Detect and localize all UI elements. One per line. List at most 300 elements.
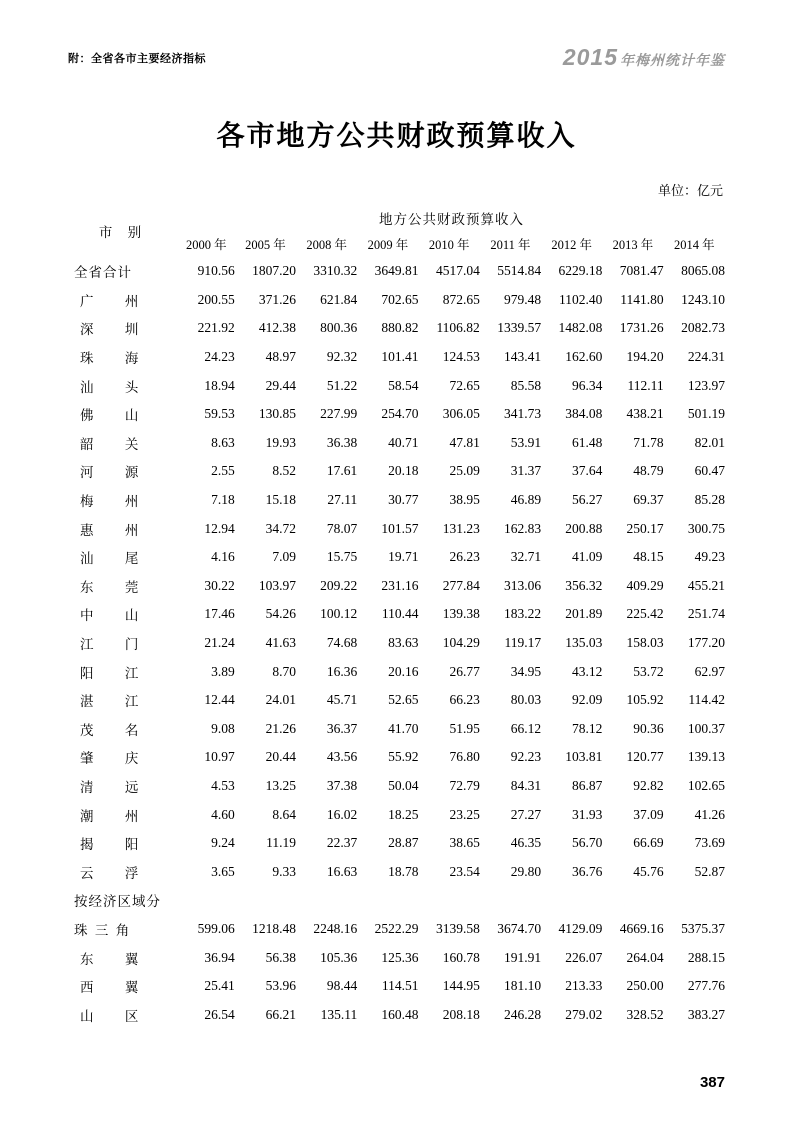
cell-value: 72.65 — [449, 377, 480, 393]
row-label-text: 中 山 — [80, 608, 153, 624]
table-row — [68, 600, 725, 629]
statistics-table — [68, 205, 725, 1029]
cell-value: 92.32 — [326, 349, 358, 365]
row-label-text: 茂 名 — [80, 722, 153, 738]
row-label-text: 湛 江 — [80, 694, 153, 710]
cell-value: 18.25 — [388, 806, 419, 822]
cell-value: 2.55 — [211, 463, 235, 479]
cell-value: 101.57 — [381, 520, 419, 536]
row-label — [68, 429, 178, 458]
cell-value: 22.37 — [326, 835, 358, 851]
cell-value: 32.71 — [510, 549, 542, 565]
row-label — [68, 257, 178, 286]
cell-value: 4.53 — [211, 777, 235, 793]
page — [0, 44, 793, 1121]
row-label-text: 按经济区域分 — [74, 894, 161, 910]
table-row — [68, 429, 725, 458]
cell-value: 251.74 — [687, 606, 725, 622]
row-label — [68, 543, 178, 572]
table-row — [68, 457, 725, 486]
cell-value: 226.07 — [565, 949, 603, 965]
cell-value: 56.70 — [571, 835, 603, 851]
cell-value: 48.79 — [633, 463, 664, 479]
cell-value: 80.03 — [510, 692, 542, 708]
table-row — [68, 686, 725, 715]
cell-value: 24.01 — [265, 692, 297, 708]
row-label — [68, 371, 178, 400]
row-label — [68, 857, 178, 886]
cell-value: 119.17 — [504, 635, 542, 651]
cell-value: 56.38 — [265, 949, 297, 965]
cell-value — [178, 886, 235, 915]
cell-value: 41.63 — [265, 635, 297, 651]
row-label — [68, 686, 178, 715]
cell-value: 23.54 — [449, 863, 480, 879]
cell-value: 158.03 — [626, 635, 664, 651]
cell-value: 46.89 — [510, 492, 542, 508]
cell-value: 3.89 — [211, 663, 235, 679]
row-label-text: 潮 州 — [80, 808, 153, 824]
table-row — [68, 1000, 725, 1029]
table-row — [68, 314, 725, 343]
cell-value: 130.85 — [258, 406, 297, 422]
cell-value: 38.65 — [449, 835, 480, 851]
row-label-text: 江 门 — [80, 637, 153, 653]
cell-value: 300.75 — [687, 520, 725, 536]
cell-value: 92.23 — [510, 749, 542, 765]
cell-value: 383.27 — [687, 1006, 725, 1022]
cell-value: 183.22 — [503, 606, 542, 622]
cell-value: 246.28 — [503, 1006, 542, 1022]
cell-value: 1141.80 — [620, 291, 664, 307]
cell-value: 8.64 — [272, 806, 297, 822]
cell-value: 13.25 — [265, 777, 297, 793]
cell-value — [296, 886, 357, 915]
cell-value: 69.37 — [633, 492, 664, 508]
cell-value: 254.70 — [381, 406, 419, 422]
cell-value: 92.82 — [633, 777, 664, 793]
cell-value: 17.61 — [326, 463, 358, 479]
cell-value: 9.08 — [211, 720, 235, 736]
cell-value: 60.47 — [694, 463, 725, 479]
row-label-text: 东 莞 — [80, 579, 153, 595]
cell-value: 599.06 — [197, 920, 235, 936]
cell-value: 12.44 — [204, 692, 235, 708]
cell-value: 177.20 — [687, 635, 725, 651]
cell-value: 120.77 — [626, 749, 664, 765]
table-row — [68, 514, 725, 543]
cell-value — [357, 886, 418, 915]
cell-value: 1243.10 — [681, 291, 725, 307]
cell-value: 46.35 — [510, 835, 542, 851]
cell-value: 221.92 — [197, 320, 235, 336]
cell-value: 24.23 — [204, 349, 235, 365]
cell-value: 1731.26 — [619, 320, 664, 336]
cell-value: 384.08 — [565, 406, 603, 422]
cell-value: 8.70 — [272, 663, 297, 679]
cell-value: 36.76 — [571, 863, 603, 879]
row-label-text: 肇 庆 — [80, 751, 153, 767]
cell-value: 21.26 — [265, 720, 297, 736]
cell-value: 1218.48 — [252, 920, 297, 936]
column-header-year-2014: 2014 年 — [673, 238, 715, 252]
row-label-text: 阳 江 — [80, 665, 153, 681]
table-row — [68, 657, 725, 686]
row-label — [68, 972, 178, 1001]
cell-value: 455.21 — [687, 577, 725, 593]
page-title: 各市地方公共财政预算收入 — [216, 121, 577, 152]
row-label — [68, 915, 178, 944]
row-label — [68, 457, 178, 486]
row-label — [68, 743, 178, 772]
cell-value: 36.94 — [204, 949, 235, 965]
cell-value: 26.77 — [449, 663, 480, 679]
cell-value: 86.87 — [571, 777, 603, 793]
cell-value: 341.73 — [503, 406, 542, 422]
cell-value: 213.33 — [565, 978, 603, 994]
cell-value: 74.68 — [326, 635, 358, 651]
cell-value: 43.56 — [326, 749, 358, 765]
cell-value: 9.33 — [272, 863, 297, 879]
header-yearbook-logo — [563, 44, 725, 71]
cell-value: 103.97 — [258, 577, 297, 593]
cell-value: 313.06 — [503, 577, 542, 593]
cell-value: 19.93 — [265, 434, 297, 450]
cell-value: 47.81 — [449, 434, 480, 450]
cell-value: 1106.82 — [436, 320, 480, 336]
cell-value: 4669.16 — [619, 920, 664, 936]
cell-value: 27.27 — [510, 806, 542, 822]
header-book-title: 年梅州统计年鉴 — [620, 54, 725, 69]
cell-value: 36.38 — [326, 434, 358, 450]
cell-value: 37.64 — [571, 463, 603, 479]
cell-value: 4.16 — [211, 549, 235, 565]
column-header-year-2011: 2011 年 — [490, 238, 531, 252]
cell-value: 90.36 — [633, 720, 664, 736]
cell-value: 15.18 — [265, 492, 297, 508]
cell-value: 20.44 — [265, 749, 297, 765]
cell-value: 61.48 — [571, 434, 603, 450]
cell-value: 49.23 — [694, 549, 725, 565]
table-head — [68, 205, 725, 257]
cell-value: 139.38 — [442, 606, 480, 622]
cell-value: 702.65 — [381, 291, 419, 307]
cell-value: 224.31 — [687, 349, 725, 365]
row-label-text: 清 远 — [80, 779, 153, 795]
cell-value: 53.72 — [633, 663, 664, 679]
row-label-text: 揭 阳 — [80, 837, 153, 853]
cell-value: 100.12 — [320, 606, 358, 622]
cell-value: 20.16 — [388, 663, 419, 679]
cell-value: 15.75 — [326, 549, 358, 565]
cell-value: 38.95 — [449, 492, 480, 508]
cell-value: 3310.32 — [313, 263, 358, 279]
cell-value: 279.02 — [565, 1006, 603, 1022]
row-label — [68, 943, 178, 972]
cell-value: 872.65 — [442, 291, 480, 307]
cell-value: 5514.84 — [497, 263, 542, 279]
cell-value: 40.71 — [388, 434, 419, 450]
cell-value: 209.22 — [320, 577, 358, 593]
cell-value: 78.07 — [326, 520, 358, 536]
row-label — [68, 1000, 178, 1029]
cell-value: 2248.16 — [313, 920, 358, 936]
cell-value: 1482.08 — [558, 320, 603, 336]
cell-value: 84.31 — [510, 777, 542, 793]
cell-value: 11.19 — [266, 835, 297, 851]
cell-value: 26.23 — [449, 549, 480, 565]
row-label — [68, 286, 178, 315]
cell-value: 10.97 — [204, 749, 235, 765]
cell-value: 277.84 — [442, 577, 480, 593]
cell-value: 37.38 — [326, 777, 358, 793]
cell-value: 880.82 — [381, 320, 419, 336]
cell-value: 114.42 — [688, 692, 725, 708]
column-header-category: 市 别 — [98, 225, 148, 240]
cell-value: 288.15 — [687, 949, 725, 965]
row-label-text: 东 翼 — [80, 951, 153, 967]
cell-value: 105.36 — [320, 949, 358, 965]
row-label — [68, 800, 178, 829]
cell-value: 66.21 — [265, 1006, 297, 1022]
cell-value: 23.25 — [449, 806, 480, 822]
row-label-text: 广 州 — [80, 293, 153, 309]
cell-value: 83.63 — [388, 635, 419, 651]
cell-value: 16.02 — [326, 806, 358, 822]
cell-value: 438.21 — [626, 406, 664, 422]
cell-value: 62.97 — [694, 663, 725, 679]
cell-value: 412.38 — [258, 320, 297, 336]
cell-value: 27.11 — [327, 492, 358, 508]
cell-value: 18.94 — [204, 377, 235, 393]
table-row — [68, 572, 725, 601]
table-row — [68, 857, 725, 886]
cell-value: 16.36 — [326, 663, 358, 679]
cell-value: 53.96 — [265, 978, 297, 994]
cell-value: 200.88 — [565, 520, 603, 536]
cell-value: 6229.18 — [558, 263, 603, 279]
row-label-text: 珠 三 角 — [74, 922, 132, 938]
page-header — [68, 44, 725, 80]
page-number: 387 — [699, 1074, 725, 1091]
row-label — [68, 400, 178, 429]
cell-value: 264.04 — [626, 949, 664, 965]
header-year: 2015 — [562, 44, 618, 70]
cell-value: 9.24 — [211, 835, 235, 851]
column-header-year-2000: 2000 年 — [186, 238, 227, 252]
cell-value: 34.95 — [510, 663, 542, 679]
cell-value: 85.58 — [510, 377, 542, 393]
table-row — [68, 629, 725, 658]
cell-value: 409.29 — [626, 577, 664, 593]
cell-value: 356.32 — [565, 577, 603, 593]
row-label-text: 山 区 — [80, 1008, 153, 1024]
cell-value: 910.56 — [197, 263, 235, 279]
cell-value: 3139.58 — [435, 920, 480, 936]
cell-value: 371.26 — [258, 291, 297, 307]
cell-value: 328.52 — [626, 1006, 664, 1022]
table-row — [68, 257, 725, 286]
cell-value: 98.44 — [326, 978, 358, 994]
cell-value: 124.53 — [442, 349, 480, 365]
cell-value: 45.71 — [326, 692, 358, 708]
cell-value: 800.36 — [320, 320, 358, 336]
column-header-group: 地方公共财政预算收入 — [379, 212, 524, 227]
cell-value: 144.95 — [442, 978, 480, 994]
cell-value: 102.65 — [687, 777, 725, 793]
cell-value: 2522.29 — [374, 920, 419, 936]
cell-value: 41.26 — [694, 806, 725, 822]
cell-value: 96.34 — [571, 377, 603, 393]
cell-value: 250.17 — [626, 520, 664, 536]
cell-value — [541, 886, 602, 915]
cell-value: 26.54 — [204, 1006, 235, 1022]
cell-value: 162.60 — [565, 349, 603, 365]
cell-value: 52.65 — [388, 692, 419, 708]
cell-value: 191.91 — [503, 949, 542, 965]
cell-value: 8.63 — [211, 434, 235, 450]
cell-value: 201.89 — [565, 606, 603, 622]
table-row — [68, 772, 725, 801]
cell-value: 17.46 — [204, 606, 235, 622]
cell-value: 50.04 — [388, 777, 419, 793]
cell-value: 30.22 — [204, 577, 235, 593]
table-row — [68, 800, 725, 829]
row-label — [68, 600, 178, 629]
cell-value: 7081.47 — [619, 263, 664, 279]
cell-value: 277.76 — [687, 978, 725, 994]
cell-value: 48.97 — [265, 349, 297, 365]
cell-value: 59.53 — [204, 406, 235, 422]
cell-value: 52.87 — [694, 863, 725, 879]
cell-value: 200.55 — [197, 291, 235, 307]
cell-value: 103.81 — [565, 749, 603, 765]
cell-value: 160.78 — [442, 949, 480, 965]
cell-value: 31.37 — [510, 463, 542, 479]
column-header-year-2012: 2012 年 — [551, 238, 593, 252]
cell-value — [664, 886, 725, 915]
cell-value: 181.10 — [503, 978, 542, 994]
row-label-text: 梅 州 — [80, 494, 153, 510]
cell-value: 71.78 — [633, 434, 664, 450]
cell-value: 51.95 — [449, 720, 480, 736]
cell-value: 4129.09 — [558, 920, 603, 936]
cell-value: 194.20 — [626, 349, 664, 365]
table-row — [68, 371, 725, 400]
cell-value: 621.84 — [320, 291, 358, 307]
cell-value: 56.27 — [571, 492, 603, 508]
row-label — [68, 314, 178, 343]
cell-value: 12.94 — [204, 520, 235, 536]
table-row — [68, 886, 725, 915]
cell-value: 2082.73 — [681, 320, 725, 336]
table-row — [68, 400, 725, 429]
cell-value: 5375.37 — [681, 920, 725, 936]
cell-value — [480, 886, 541, 915]
row-label-text: 惠 州 — [80, 522, 153, 538]
table-row — [68, 543, 725, 572]
cell-value: 16.63 — [326, 863, 358, 879]
cell-value: 104.29 — [442, 635, 480, 651]
row-label — [68, 514, 178, 543]
column-header-year-2013: 2013 年 — [612, 238, 654, 252]
cell-value: 231.16 — [381, 577, 419, 593]
cell-value: 250.00 — [626, 978, 664, 994]
cell-value: 112.11 — [627, 377, 664, 393]
row-label — [68, 886, 178, 915]
column-header-year-2010: 2010 年 — [428, 238, 470, 252]
cell-value: 21.24 — [204, 635, 235, 651]
cell-value: 34.72 — [265, 520, 297, 536]
cell-value: 160.48 — [381, 1006, 419, 1022]
cell-value: 72.79 — [449, 777, 480, 793]
table-row — [68, 943, 725, 972]
row-label-text: 汕 头 — [80, 379, 153, 395]
cell-value: 45.76 — [633, 863, 664, 879]
row-label — [68, 629, 178, 658]
row-label-text: 西 翼 — [80, 980, 153, 996]
cell-value: 208.18 — [442, 1006, 480, 1022]
row-label-text: 韶 关 — [80, 436, 153, 452]
cell-value: 1102.40 — [558, 291, 603, 307]
cell-value: 8.52 — [272, 463, 297, 479]
row-label-text: 汕 尾 — [80, 551, 153, 567]
cell-value: 18.78 — [388, 863, 419, 879]
cell-value: 43.12 — [571, 663, 603, 679]
cell-value: 135.03 — [565, 635, 603, 651]
cell-value: 131.23 — [442, 520, 480, 536]
cell-value: 66.69 — [633, 835, 664, 851]
cell-value: 25.41 — [204, 978, 235, 994]
table-row — [68, 915, 725, 944]
table-row — [68, 715, 725, 744]
cell-value: 123.97 — [687, 377, 725, 393]
table-header-row-1 — [68, 205, 725, 231]
row-label-text: 云 浮 — [80, 865, 153, 881]
cell-value: 143.41 — [503, 349, 542, 365]
table-body — [68, 257, 725, 1029]
cell-value: 4517.04 — [435, 263, 480, 279]
cell-value: 227.99 — [320, 406, 358, 422]
row-label — [68, 657, 178, 686]
cell-value: 37.09 — [633, 806, 664, 822]
row-label — [68, 772, 178, 801]
table-row — [68, 343, 725, 372]
cell-value: 78.12 — [571, 720, 603, 736]
cell-value: 225.42 — [626, 606, 664, 622]
cell-value: 20.18 — [388, 463, 419, 479]
row-label — [68, 572, 178, 601]
cell-value: 76.80 — [449, 749, 480, 765]
cell-value: 139.13 — [687, 749, 725, 765]
cell-value: 54.26 — [265, 606, 297, 622]
cell-value: 3649.81 — [374, 263, 419, 279]
unit-label: 单位：亿元 — [657, 183, 723, 198]
cell-value: 135.11 — [320, 1006, 358, 1022]
table-row — [68, 286, 725, 315]
row-label-text: 河 源 — [80, 465, 153, 481]
header-breadcrumb: 附：全省各市主要经济指标 — [68, 53, 206, 65]
row-label — [68, 829, 178, 858]
cell-value: 53.91 — [510, 434, 542, 450]
cell-value: 31.93 — [571, 806, 603, 822]
row-label-text: 全省合计 — [74, 265, 132, 281]
table-row — [68, 743, 725, 772]
cell-value: 162.83 — [503, 520, 542, 536]
cell-value: 114.51 — [381, 978, 419, 994]
cell-value: 30.77 — [388, 492, 419, 508]
cell-value: 3.65 — [211, 863, 235, 879]
